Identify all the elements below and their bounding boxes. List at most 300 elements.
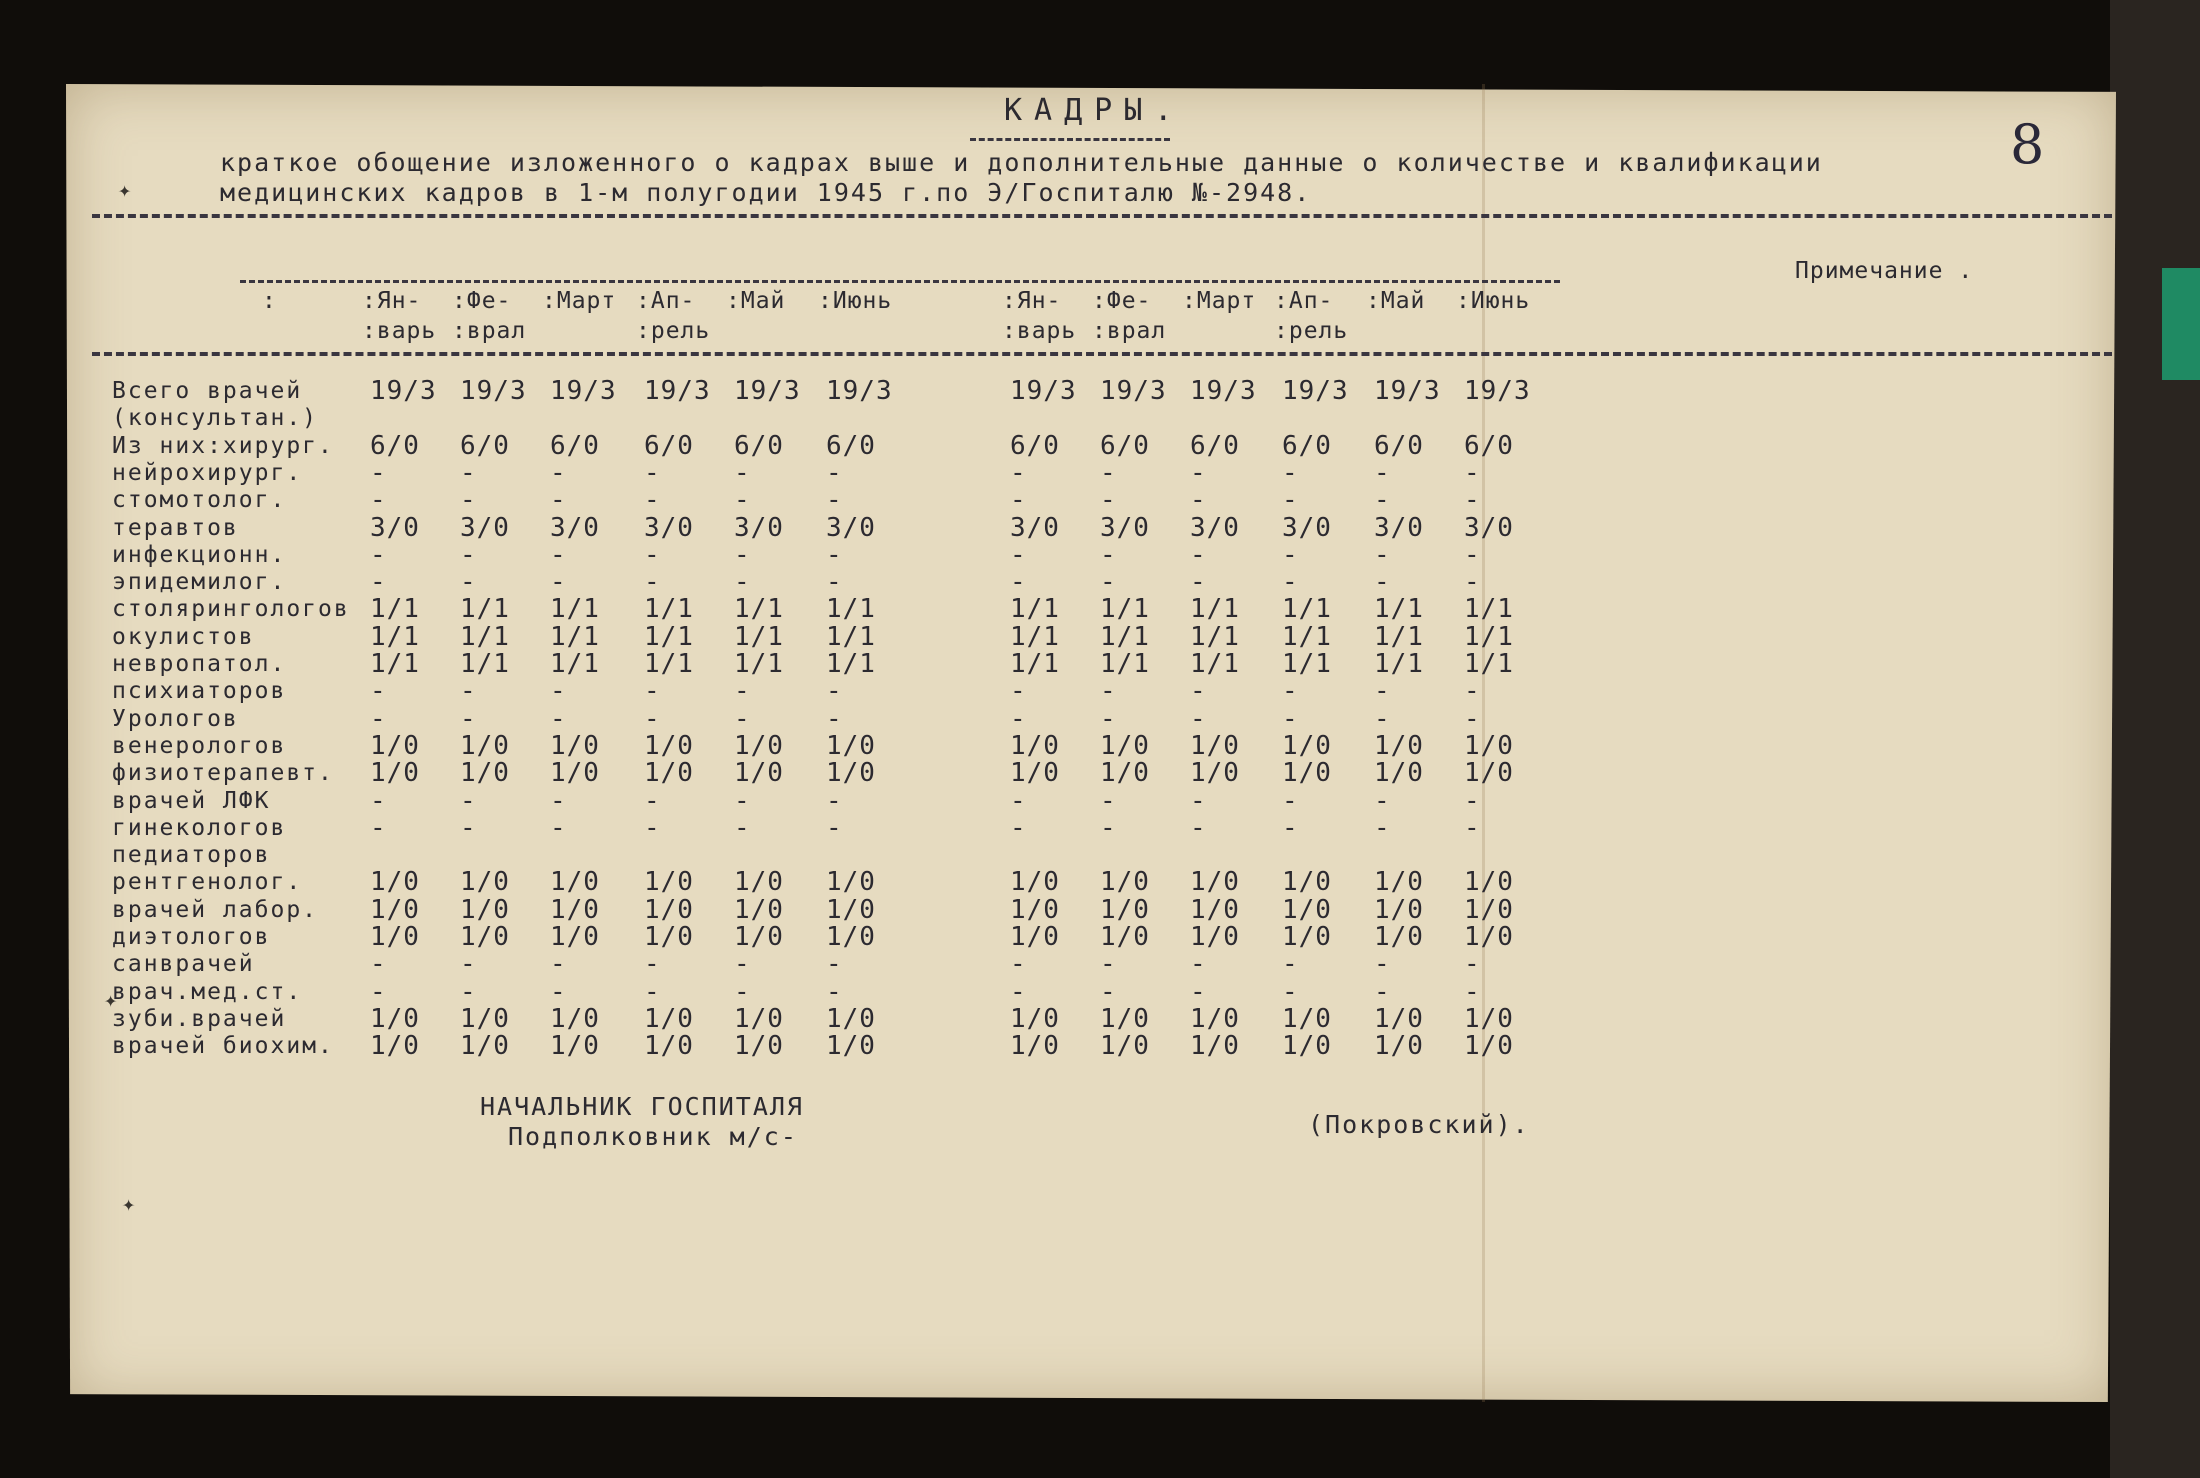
row-label: психиаторов (112, 678, 287, 705)
table-cell-g2: - (1282, 812, 1299, 843)
table-cell-g2: 6/0 (1282, 430, 1332, 461)
table-cell-g2: 3/0 (1010, 512, 1060, 543)
table-cell-g2: 1/1 (1190, 621, 1240, 652)
row-label: Урологов (112, 705, 239, 732)
table-cell-g1: 6/0 (460, 430, 510, 461)
table-cell-g2: 1/0 (1282, 922, 1332, 952)
month-header: :варь (362, 318, 437, 344)
signature-title: НАЧАЛЬНИК ГОСПИТАЛЯ (480, 1092, 804, 1121)
table-cell-g2: - (1010, 785, 1027, 816)
table-cell-g2: 3/0 (1374, 512, 1424, 543)
table-cell-g1: - (734, 703, 751, 734)
table-cell-g1: 1/1 (370, 594, 420, 625)
table-cell-g1: 19/3 (370, 376, 437, 406)
table-cell-g1: - (734, 976, 751, 1007)
table-cell-g2: - (1374, 812, 1391, 843)
table-cell-g1: 1/0 (370, 894, 420, 925)
table-cell-g2: - (1100, 703, 1117, 734)
table-cell-g2: 1/0 (1100, 758, 1150, 789)
table-cell-g1: 1/0 (826, 1031, 876, 1062)
table-cell-g2: 1/1 (1010, 649, 1060, 679)
table-cell-g1: - (460, 949, 477, 980)
table-cell-g1: 1/1 (460, 594, 510, 625)
table-cell-g2: 6/0 (1464, 430, 1514, 461)
table-cell-g2: - (1282, 457, 1299, 488)
table-cell-g2: - (1100, 676, 1117, 707)
table-cell-g2: - (1100, 539, 1117, 570)
table-cell-g1: 3/0 (734, 512, 784, 543)
table-cell-g2: 1/1 (1190, 594, 1240, 625)
row-label: диэтологов (112, 924, 271, 950)
table-cell-g2: 1/0 (1100, 1003, 1150, 1034)
table-cell-g1: 1/0 (370, 730, 420, 761)
table-cell-g1: 1/0 (370, 758, 420, 789)
header-bottom-rule (92, 352, 2112, 356)
row-label: врачей биохим. (112, 1033, 334, 1060)
table-cell-g1: - (826, 457, 843, 488)
table-cell-g2: 1/0 (1464, 1003, 1514, 1034)
table-cell-g2: 1/0 (1100, 922, 1150, 952)
table-cell-g2: 1/0 (1464, 922, 1514, 952)
row-label: физиотерапевт. (112, 760, 334, 787)
table-cell-g2: 1/0 (1100, 730, 1150, 761)
table-cell-g2: - (1464, 785, 1481, 816)
table-cell-g1: 1/1 (826, 621, 876, 652)
table-cell-g1: 1/0 (460, 730, 510, 761)
table-cell-g2: 1/0 (1282, 867, 1332, 898)
table-cell-g1: 1/0 (734, 1003, 784, 1034)
table-cell-g2: - (1010, 485, 1027, 516)
table-cell-g1: 1/0 (644, 867, 694, 898)
table-cell-g2: 1/0 (1282, 1031, 1332, 1062)
table-cell-g2: - (1190, 976, 1207, 1007)
table-cell-g1: - (370, 567, 387, 598)
table-cell-g2: 19/3 (1100, 376, 1167, 406)
table-cell-g1: 1/1 (370, 649, 420, 679)
table-cell-g2: 6/0 (1100, 430, 1150, 461)
table-cell-g1: 3/0 (644, 512, 694, 543)
month-header: :Май (1366, 288, 1426, 314)
row-label: врачей лабор. (112, 896, 319, 923)
intro-line-2: медицинских кадров в 1-м полугодии 1945 г.по Э/Госпиталю №-2948. (220, 178, 1312, 207)
table-cell-g2: - (1464, 949, 1481, 980)
table-cell-g2: 1/0 (1190, 867, 1240, 898)
table-cell-g2: 3/0 (1464, 512, 1514, 543)
row-label: Из них:хирург. (112, 432, 334, 459)
table-cell-g2: - (1190, 785, 1207, 816)
table-cell-g1: - (826, 676, 843, 707)
table-cell-g2: 19/3 (1374, 376, 1441, 406)
table-cell-g1: 6/0 (370, 430, 420, 461)
table-cell-g1: 1/1 (460, 621, 510, 652)
table-cell-g1: 1/0 (644, 730, 694, 761)
table-cell-g1: 19/3 (734, 376, 801, 406)
table-cell-g2: 1/1 (1190, 649, 1240, 679)
table-cell-g2: 1/0 (1100, 1031, 1150, 1062)
table-cell-g2: - (1100, 976, 1117, 1007)
table-cell-g1: 1/0 (370, 922, 420, 952)
row-label: санврачей (112, 951, 255, 978)
table-cell-g1: 1/0 (550, 758, 600, 789)
table-cell-g1: 19/3 (550, 376, 617, 406)
table-cell-g1: - (460, 567, 477, 598)
table-cell-g1: - (370, 703, 387, 734)
table-cell-g2: 1/0 (1464, 894, 1514, 925)
row-label: столярингологов (112, 596, 350, 623)
table-cell-g1: 1/1 (460, 649, 510, 679)
row-label: гинекологов (112, 814, 287, 841)
table-cell-g1: 1/0 (734, 758, 784, 789)
table-cell-g1: 1/1 (644, 621, 694, 652)
table-cell-g2: - (1374, 567, 1391, 598)
table-cell-g2: - (1010, 812, 1027, 843)
table-cell-g1: - (370, 457, 387, 488)
table-cell-g2: 6/0 (1374, 430, 1424, 461)
table-cell-g2: 1/0 (1100, 867, 1150, 898)
table-cell-g2: 1/0 (1190, 894, 1240, 925)
table-cell-g1: 1/1 (550, 649, 600, 679)
row-label: рентгенолог. (112, 869, 303, 896)
table-cell-g1: 1/0 (734, 867, 784, 898)
table-cell-g1: 1/0 (460, 894, 510, 925)
table-cell-g1: - (644, 485, 661, 516)
table-cell-g1: 6/0 (550, 430, 600, 461)
table-cell-g2: 1/0 (1374, 1003, 1424, 1034)
table-cell-g2: - (1010, 539, 1027, 570)
table-cell-g2: 1/1 (1282, 594, 1332, 625)
table-cell-g2: - (1282, 949, 1299, 980)
table-cell-g1: 1/0 (826, 730, 876, 761)
table-cell-g1: - (734, 785, 751, 816)
pin-mark: ✦ (118, 178, 132, 203)
table-cell-g2: 19/3 (1190, 376, 1257, 406)
pin-mark: ✦ (122, 1192, 136, 1217)
table-cell-g1: 1/1 (644, 649, 694, 679)
table-cell-g1: - (826, 949, 843, 980)
table-cell-g2: 1/0 (1374, 922, 1424, 952)
table-cell-g1: - (460, 539, 477, 570)
table-cell-g1: 19/3 (460, 376, 527, 406)
table-cell-g2: 1/0 (1010, 730, 1060, 761)
table-cell-g2: 1/1 (1464, 649, 1514, 679)
table-cell-g1: - (734, 812, 751, 843)
table-cell-g2: - (1464, 539, 1481, 570)
table-cell-g2: - (1374, 785, 1391, 816)
signature-rank: Подполковник м/с- (508, 1122, 798, 1151)
table-cell-g2: - (1190, 539, 1207, 570)
table-cell-g1: 1/0 (826, 894, 876, 925)
table-cell-g2: 3/0 (1100, 512, 1150, 543)
table-cell-g1: 3/0 (826, 512, 876, 543)
signature-name: (Покровский). (1308, 1110, 1530, 1139)
sheet-number: 8 (2010, 113, 2045, 176)
table-cell-g1: - (370, 485, 387, 516)
table-cell-g1: 1/0 (734, 922, 784, 952)
table-cell-g2: - (1010, 457, 1027, 488)
table-cell-g1: - (370, 785, 387, 816)
table-cell-g1: - (550, 976, 567, 1007)
table-cell-g1: 1/1 (734, 594, 784, 625)
table-cell-g1: - (550, 485, 567, 516)
table-cell-g2: - (1374, 976, 1391, 1007)
table-cell-g1: 1/0 (550, 894, 600, 925)
table-cell-g2: 1/1 (1010, 594, 1060, 625)
table-cell-g1: - (826, 703, 843, 734)
row-label: нейрохирург. (112, 459, 303, 486)
table-cell-g2: 6/0 (1010, 430, 1060, 461)
table-cell-g1: - (826, 567, 843, 598)
month-header: :врал (1092, 318, 1167, 344)
table-cell-g1: 1/1 (826, 649, 876, 679)
table-cell-g2: 3/0 (1282, 512, 1332, 543)
table-cell-g1: - (734, 539, 751, 570)
row-label: Всего врачей (112, 378, 303, 404)
table-cell-g2: 1/0 (1190, 730, 1240, 761)
table-cell-g2: 1/1 (1100, 649, 1150, 679)
table-cell-g2: 1/0 (1464, 758, 1514, 789)
table-cell-g2: - (1100, 567, 1117, 598)
table-cell-g1: 1/0 (644, 758, 694, 789)
table-cell-g1: 1/0 (644, 1003, 694, 1034)
table-cell-g1: - (644, 785, 661, 816)
table-cell-g1: - (370, 812, 387, 843)
table-cell-g2: 1/0 (1282, 1003, 1332, 1034)
row-label: врачей ЛФК (112, 787, 271, 814)
table-cell-g2: - (1100, 949, 1117, 980)
header-colon: : (262, 288, 277, 314)
table-cell-g2: - (1464, 976, 1481, 1007)
table-cell-g1: - (550, 703, 567, 734)
table-cell-g1: 1/1 (644, 594, 694, 625)
table-cell-g2: - (1010, 949, 1027, 980)
table-cell-g2: - (1100, 812, 1117, 843)
month-header: :Июнь (818, 288, 893, 314)
table-cell-g1: - (644, 976, 661, 1007)
table-cell-g2: 1/1 (1374, 649, 1424, 679)
table-cell-g1: 1/0 (460, 1003, 510, 1034)
table-cell-g2: - (1464, 703, 1481, 734)
table-cell-g2: 1/1 (1464, 594, 1514, 625)
table-cell-g2: - (1100, 785, 1117, 816)
table-cell-g2: - (1010, 976, 1027, 1007)
table-cell-g2: 1/1 (1010, 621, 1060, 652)
table-cell-g2: - (1464, 457, 1481, 488)
row-label: зуби.врачей (112, 1005, 287, 1032)
table-cell-g2: 19/3 (1464, 376, 1531, 406)
table-cell-g1: - (550, 676, 567, 707)
intro-line-1: краткое обощение изложенного о кадрах выше и дополнительные данные о количестве и квалификации (220, 148, 1823, 177)
table-cell-g1: - (370, 976, 387, 1007)
table-cell-g1: 1/0 (826, 758, 876, 789)
table-cell-g2: - (1190, 949, 1207, 980)
month-header: :Фе- (1092, 288, 1152, 314)
table-cell-g1: - (460, 485, 477, 516)
table-cell-g2: - (1374, 676, 1391, 707)
table-cell-g1: 1/0 (460, 867, 510, 898)
table-cell-g1: 19/3 (826, 376, 893, 406)
table-cell-g2: - (1282, 785, 1299, 816)
table-cell-g1: 1/1 (550, 621, 600, 652)
row-label: врач.мед.ст. (112, 978, 303, 1005)
table-cell-g2: 1/0 (1190, 922, 1240, 952)
table-cell-g1: - (644, 703, 661, 734)
row-label: венерологов (112, 732, 287, 759)
table-cell-g2: 1/0 (1282, 758, 1332, 789)
table-cell-g1: 6/0 (734, 430, 784, 461)
table-cell-g1: 3/0 (550, 512, 600, 543)
table-cell-g1: 1/0 (460, 758, 510, 789)
pin-mark: ✦ (104, 988, 118, 1013)
note-header: Примечание . (1795, 258, 1974, 284)
table-cell-g2: 1/0 (1374, 758, 1424, 789)
table-cell-g1: - (734, 949, 751, 980)
table-cell-g2: - (1010, 676, 1027, 707)
table-cell-g1: 1/0 (550, 1031, 600, 1062)
table-cell-g2: 6/0 (1190, 430, 1240, 461)
table-cell-g1: - (550, 539, 567, 570)
table-cell-g1: 19/3 (644, 376, 711, 406)
table-cell-g2: 1/0 (1010, 867, 1060, 898)
table-cell-g1: - (460, 812, 477, 843)
table-cell-g1: - (644, 457, 661, 488)
table-cell-g1: 1/0 (370, 1031, 420, 1062)
table-cell-g1: - (370, 949, 387, 980)
title-underline (970, 138, 1170, 141)
month-header: :Май (726, 288, 786, 314)
row-label: инфекционн. (112, 541, 287, 568)
table-cell-g2: 19/3 (1010, 376, 1077, 406)
table-cell-g1: 1/0 (370, 1003, 420, 1034)
table-cell-g1: - (826, 785, 843, 816)
table-cell-g2: - (1190, 703, 1207, 734)
table-cell-g2: 1/0 (1010, 1031, 1060, 1062)
table-cell-g2: 1/0 (1010, 894, 1060, 925)
table-cell-g1: - (826, 485, 843, 516)
table-cell-g1: - (460, 976, 477, 1007)
table-cell-g2: 19/3 (1282, 376, 1349, 406)
document-title: КАДРЫ. (1004, 93, 1185, 128)
table-cell-g1: - (550, 812, 567, 843)
row-label: эпидемилог. (112, 569, 287, 596)
table-cell-g2: 1/0 (1010, 758, 1060, 789)
table-cell-g1: 1/0 (550, 922, 600, 952)
row-label: окулистов (112, 623, 255, 650)
table-cell-g2: - (1464, 567, 1481, 598)
table-cell-g1: - (550, 949, 567, 980)
table-cell-g1: 1/0 (734, 1031, 784, 1062)
month-header: :врал (452, 318, 527, 344)
table-cell-g1: - (370, 539, 387, 570)
table-cell-g2: 1/1 (1100, 621, 1150, 652)
table-cell-g2: 1/0 (1464, 1031, 1514, 1062)
table-cell-g2: - (1282, 539, 1299, 570)
table-cell-g1: 1/0 (734, 730, 784, 761)
table-cell-g1: 3/0 (370, 512, 420, 543)
table-cell-g2: 1/0 (1374, 1031, 1424, 1062)
table-cell-g2: - (1374, 485, 1391, 516)
table-cell-g1: - (370, 676, 387, 707)
table-cell-g1: - (550, 567, 567, 598)
table-cell-g1: 1/0 (460, 1031, 510, 1062)
table-cell-g1: 1/1 (370, 621, 420, 652)
month-header: :Фе- (452, 288, 512, 314)
table-cell-g2: 1/0 (1010, 1003, 1060, 1034)
table-cell-g1: - (644, 812, 661, 843)
table-cell-g2: - (1282, 567, 1299, 598)
table-cell-g2: - (1100, 457, 1117, 488)
table-cell-g1: 1/0 (550, 867, 600, 898)
table-cell-g1: - (734, 567, 751, 598)
table-cell-g2: - (1190, 812, 1207, 843)
table-cell-g1: 1/0 (644, 894, 694, 925)
table-cell-g2: 1/0 (1190, 1003, 1240, 1034)
month-header: :варь (1002, 318, 1077, 344)
table-cell-g2: - (1464, 812, 1481, 843)
month-header: :Июнь (1456, 288, 1531, 314)
table-cell-g1: - (460, 703, 477, 734)
table-cell-g1: - (460, 785, 477, 816)
table-cell-g2: - (1374, 949, 1391, 980)
table-cell-g1: - (826, 812, 843, 843)
table-cell-g1: - (644, 567, 661, 598)
table-cell-g1: 1/0 (550, 730, 600, 761)
table-cell-g1: - (460, 676, 477, 707)
table-cell-g2: - (1374, 703, 1391, 734)
table-cell-g2: - (1282, 485, 1299, 516)
table-cell-g1: 1/0 (734, 894, 784, 925)
table-cell-g1: - (734, 457, 751, 488)
table-cell-g2: 1/0 (1374, 894, 1424, 925)
table-cell-g2: 3/0 (1190, 512, 1240, 543)
month-header: :Ян- (1002, 288, 1062, 314)
table-cell-g1: 1/0 (826, 1003, 876, 1034)
table-cell-g2: 1/0 (1010, 922, 1060, 952)
row-label: стомотолог. (112, 487, 287, 514)
table-cell-g1: 1/0 (460, 922, 510, 952)
table-cell-g2: - (1010, 567, 1027, 598)
table-cell-g1: - (826, 976, 843, 1007)
table-cell-g2: - (1190, 485, 1207, 516)
table-cell-g1: 1/1 (734, 621, 784, 652)
table-cell-g2: 1/1 (1374, 594, 1424, 625)
table-cell-g2: 1/0 (1374, 867, 1424, 898)
table-cell-g1: 1/0 (826, 867, 876, 898)
mounting-board (2110, 0, 2200, 1478)
table-cell-g2: 1/0 (1100, 894, 1150, 925)
table-cell-g2: 1/0 (1374, 730, 1424, 761)
month-header: :рель (636, 318, 711, 344)
month-header: :Ап- (1274, 288, 1334, 314)
table-cell-g1: 1/0 (644, 922, 694, 952)
table-cell-g2: 1/1 (1282, 621, 1332, 652)
table-cell-g2: 1/1 (1374, 621, 1424, 652)
table-top-rule (92, 214, 2112, 218)
table-cell-g2: - (1282, 703, 1299, 734)
month-header: :Март (1182, 288, 1257, 314)
table-cell-g2: 1/1 (1282, 649, 1332, 679)
table-cell-g2: 1/0 (1190, 758, 1240, 789)
table-cell-g1: 3/0 (460, 512, 510, 543)
table-cell-g1: 1/1 (550, 594, 600, 625)
table-cell-g2: - (1464, 676, 1481, 707)
table-cell-g1: - (460, 457, 477, 488)
table-cell-g2: 1/0 (1282, 730, 1332, 761)
row-label: теравтов (112, 514, 239, 541)
month-header: :Март (542, 288, 617, 314)
table-cell-g1: 1/1 (826, 594, 876, 625)
table-cell-g2: - (1100, 485, 1117, 516)
table-cell-g2: 1/0 (1190, 1031, 1240, 1062)
